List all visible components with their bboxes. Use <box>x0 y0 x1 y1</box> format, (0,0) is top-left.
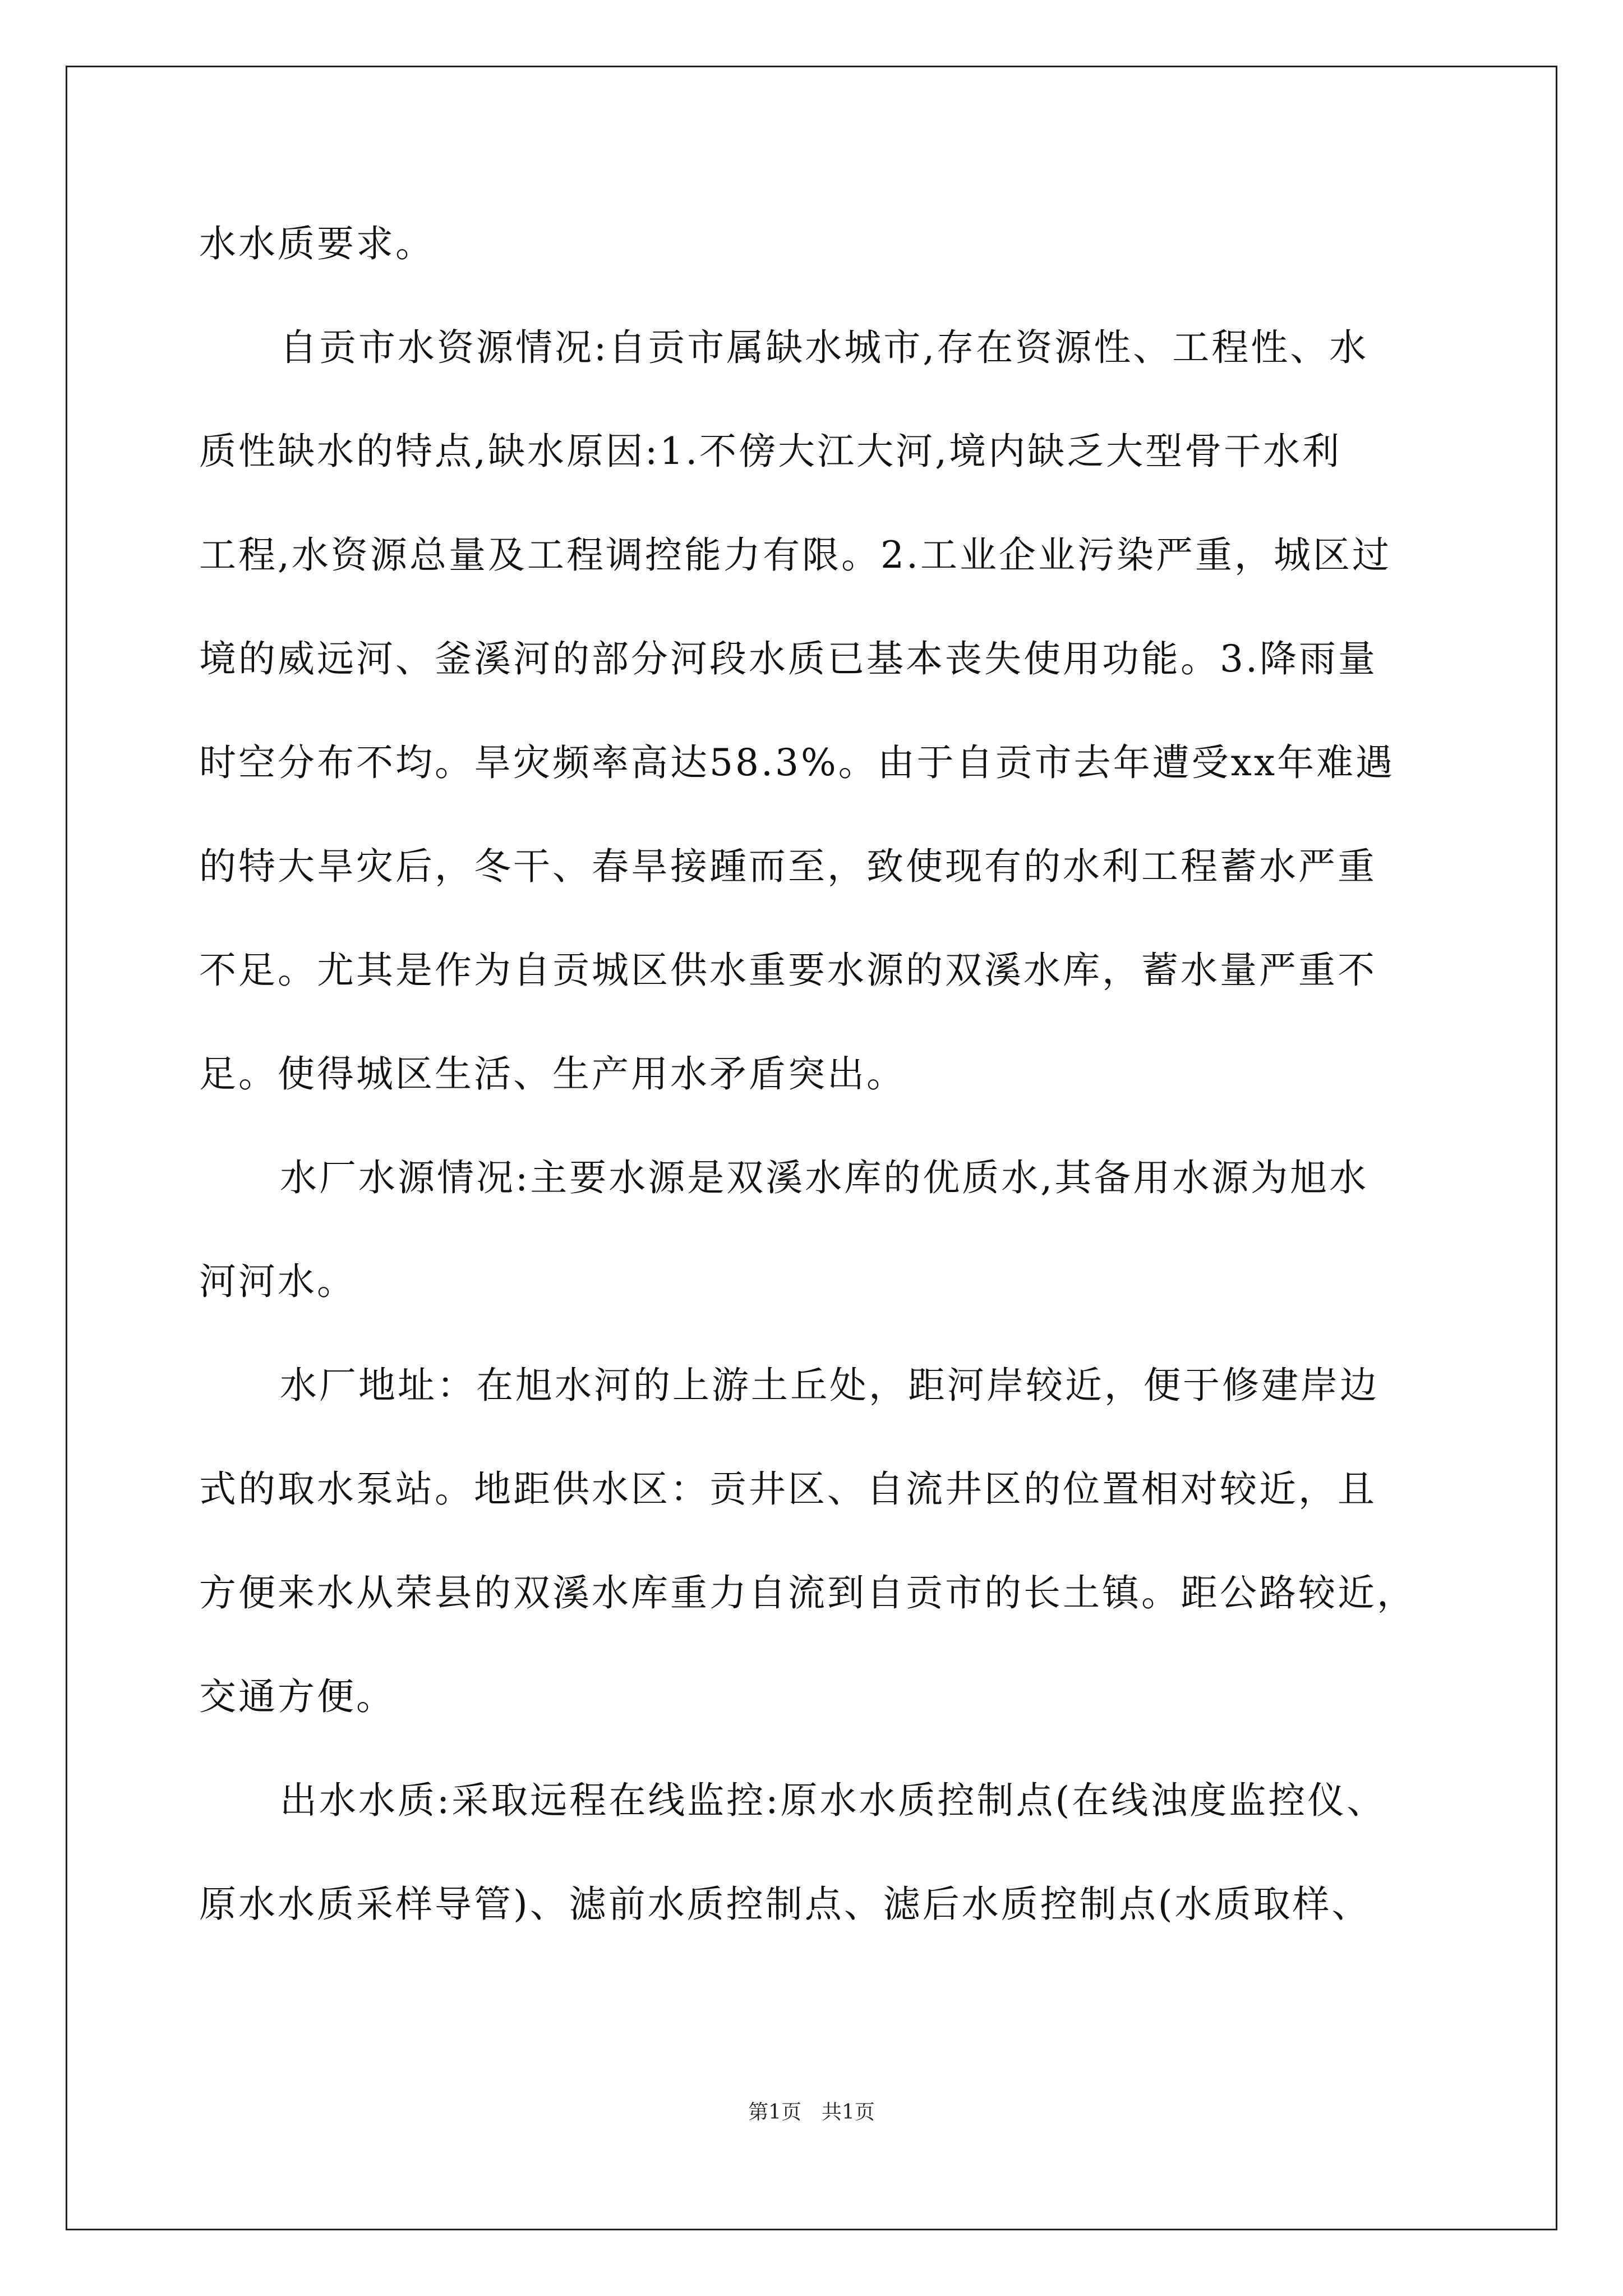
text-line-6: 时空分布不均。旱灾频率高达58.3%。由于自贡市去年遭受xx年难遇 <box>199 741 1395 784</box>
paragraph-start-water-quality: 出水水质:采取远程在线监控:原水水质控制点(在线浊度监控仪、 <box>280 1779 1386 1822</box>
text-line-3: 质性缺水的特点,缺水原因:1.不傍大江大河,境内缺乏大型骨干水利 <box>199 430 1342 473</box>
text-line-17: 原水水质采样导管)、滤前水质控制点、滤后水质控制点(水质取样、 <box>199 1883 1371 1926</box>
text-line-5: 境的威远河、釜溪河的部分河段水质已基本丧失使用功能。3.降雨量 <box>199 637 1377 680</box>
paragraph-start-water-resources: 自贡市水资源情况:自贡市属缺水城市,存在资源性、工程性、水 <box>280 326 1369 369</box>
paragraph-start-plant-address: 水厂地址：在旭水河的上游土丘处，距河岸较近，便于修建岸边 <box>280 1364 1379 1407</box>
text-line-7: 的特大旱灾后，冬干、春旱接踵而至，致使现有的水利工程蓄水严重 <box>199 845 1377 888</box>
text-line-1: 水水质要求。 <box>199 222 435 265</box>
text-line-4: 工程,水资源总量及工程调控能力有限。2.工业企业污染严重，城区过 <box>199 533 1391 577</box>
text-line-9: 足。使得城区生活、生产用水矛盾突出。 <box>199 1052 906 1096</box>
text-line-11: 河河水。 <box>199 1260 356 1303</box>
text-line-15: 交通方便。 <box>199 1675 395 1718</box>
text-line-13: 式的取水泵站。地距供水区：贡井区、自流井区的位置相对较近，且 <box>199 1467 1377 1511</box>
text-line-8: 不足。尤其是作为自贡城区供水重要水源的双溪水库，蓄水量严重不 <box>199 949 1377 992</box>
text-line-14: 方便来水从荣县的双溪水库重力自流到自贡市的长土镇。距公路较近， <box>199 1571 1416 1614</box>
page-footer: 第1页 共1页 <box>748 2101 875 2124</box>
paragraph-start-plant-source: 水厂水源情况:主要水源是双溪水库的优质水,其备用水源为旭水 <box>280 1156 1369 1199</box>
